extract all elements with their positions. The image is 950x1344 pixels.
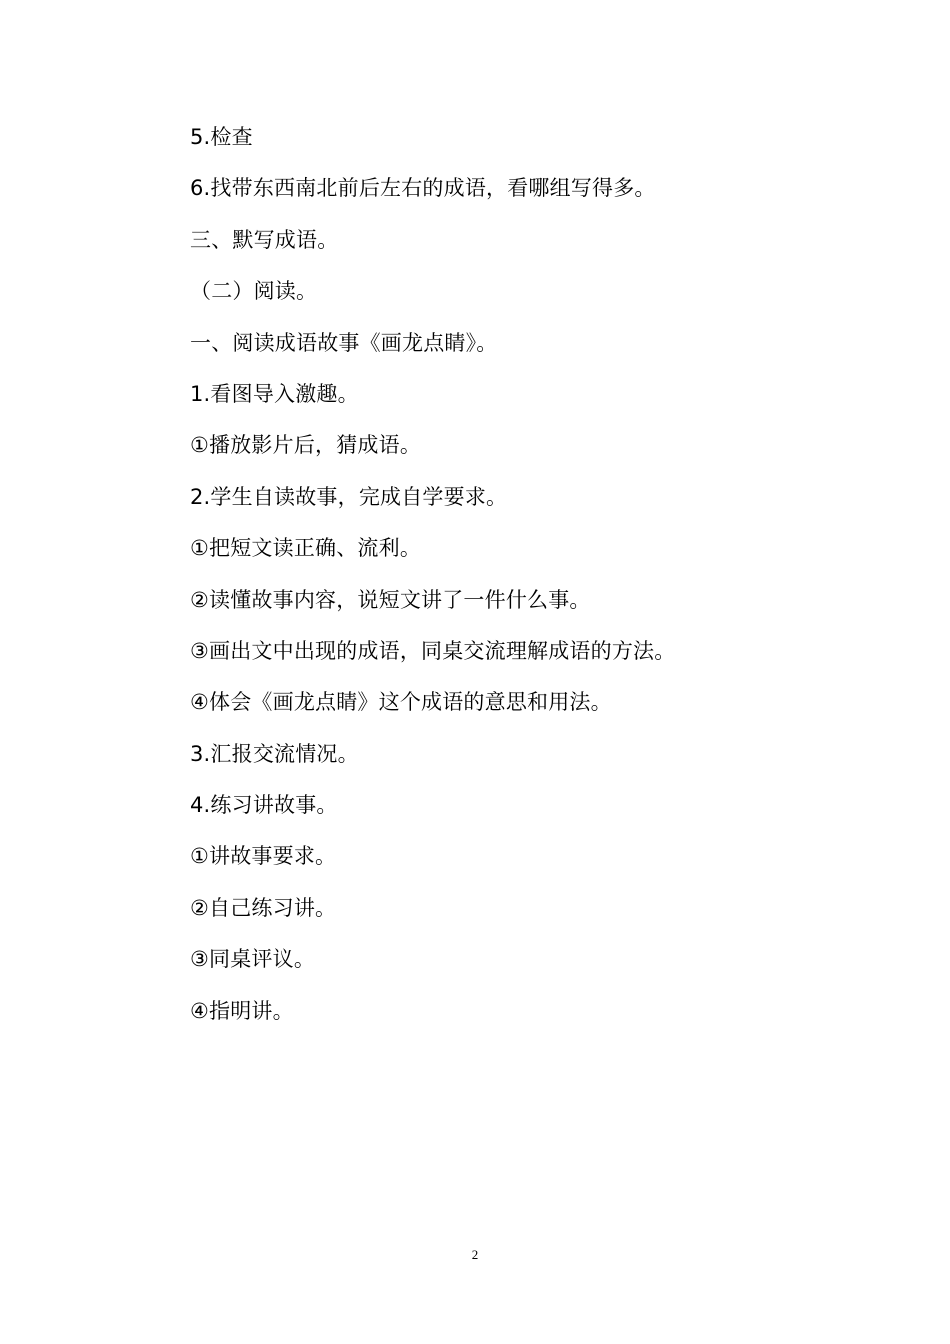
section-heading: （二）阅读。 — [190, 279, 318, 304]
list-item: ③画出文中出现的成语，同桌交流理解成语的方法。 — [190, 638, 676, 663]
list-item: ②自己练习讲。 — [190, 895, 337, 920]
text-line: 6.找带东西南北前后左右的成语，看哪组写得多。 — [190, 176, 656, 201]
document-body — [190, 118, 850, 1043]
page-number: 2 — [471, 1247, 479, 1262]
list-item: ④体会《画龙点睛》这个成语的意思和用法。 — [190, 690, 612, 715]
section-heading: 一、阅读成语故事《画龙点睛》。 — [190, 330, 498, 355]
list-item: ②读懂故事内容，说短文讲了一件什么事。 — [190, 587, 591, 612]
text-line: 1.看图导入激趣。 — [190, 381, 359, 406]
text-line: 4.练习讲故事。 — [190, 793, 338, 818]
text-line: 2.学生自读故事，完成自学要求。 — [190, 484, 508, 509]
list-item: ①播放影片后，猜成语。 — [190, 433, 422, 458]
list-item: ④指明讲。 — [190, 998, 294, 1023]
list-item: ①把短文读正确、流利。 — [190, 536, 422, 561]
text-line: 5.检查 — [190, 125, 253, 149]
list-item: ③同桌评议。 — [190, 947, 316, 972]
list-item: ①讲故事要求。 — [190, 844, 337, 869]
text-line: 3.汇报交流情况。 — [190, 741, 359, 766]
section-heading: 三、默写成语。 — [190, 227, 339, 252]
